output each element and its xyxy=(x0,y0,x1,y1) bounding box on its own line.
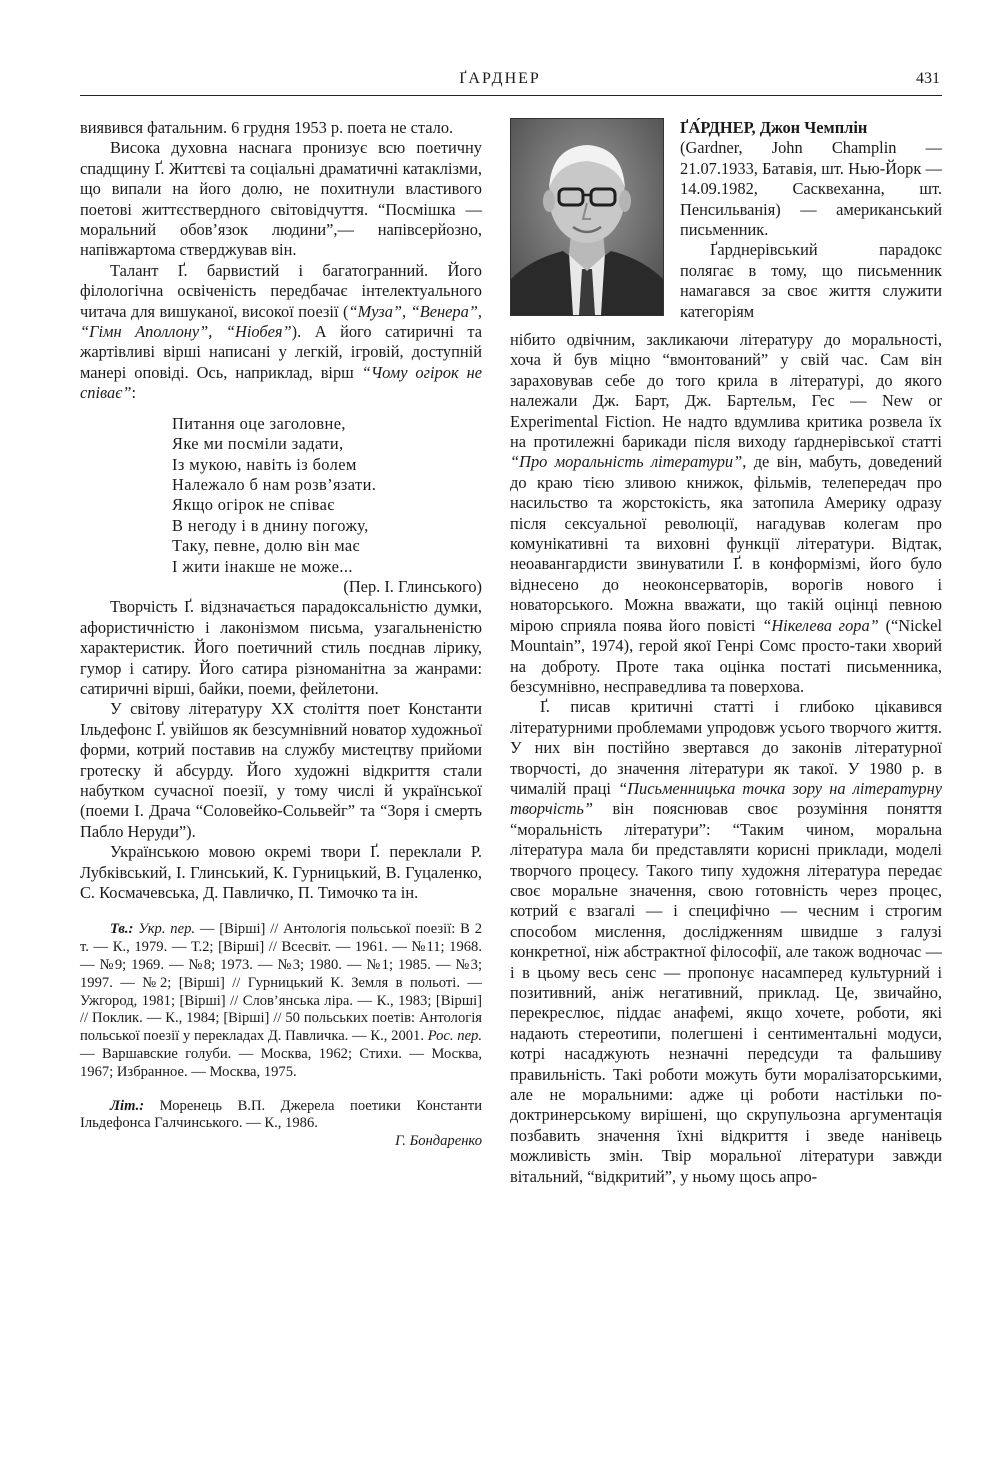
entry-dates: (Gardner, John Champlin — 21.07.1933, Батавія, шт. Нью-Йорк — 14.09.1982, Сасквеханна, шт. Пенсильванія) — американський письменник. xyxy=(680,138,942,240)
left-paragraph-2: Висока духовна наснага пронизує всю поетичну спадщину Ґ. Життєві та соціальні драматичні катаклізми, що випали на його долю, не похитнули властивого поетові життєствердного світовідчуття. “Посмішка — моральний обов’язок людини”,— напівсерйозно, напівжартома стверджував він. xyxy=(80,138,482,260)
entry-paragraph-2 xyxy=(510,697,942,1187)
entry-paragraph-1-start: Ґарднерівський парадокс полягає в тому, що письменник намагався за своє життя служити категоріям xyxy=(680,240,942,321)
works-text-2: — Варшавские голуби. — Москва, 1962; Стихи. — Москва, 1967; Избранное. — Москва, 1975. xyxy=(80,1046,482,1080)
p3-end: : xyxy=(131,383,137,403)
left-paragraph-3 xyxy=(80,261,482,404)
right-column xyxy=(510,330,942,1187)
poem-line: І жити інакше не може... xyxy=(172,556,353,576)
portrait-image xyxy=(511,119,663,315)
poem-line: Якщо огірок не співає xyxy=(172,495,335,515)
p1-end: (“Nickel Mountain”, 1974), герой якої Генрі Сомс просто-таки хворий на доброту. Проте така оцінка постаті письменника, безсумнівно, несправедлива та поверхова. xyxy=(510,615,942,696)
p1-cont: нібито одвічним, закликаючи літературу до моральності, хоча й був міцно “вмонтований” у свій час. Сам він зараховував себе до того крила в літературі, до якого належали Дж. Барт, Дж. Бартельм, Гес — New or Experimental Fiction. Не надто вдумлива критика розвела їх на протилежні барикади після виходу ґарднерівської статті xyxy=(510,330,942,452)
bibliography xyxy=(80,921,482,1151)
p3-works-italic: “Муза”, “Венера”, “Гімн Аполлону”, “Ніобея” xyxy=(80,301,482,342)
left-paragraph-5: У світову літературу ХХ століття поет Константи Ільдефонс Ґ. увійшов як безсумнівний новатор художньої форми, котрий поставив на службу мистецтву прийоми гротеску й абсурду. Його художні відкриття стали набутком сучасної поезії, у тому числі й української (поеми І. Драча “Соловейко-Сольвейг” та “Зоря і смерть Пабло Неруди”). xyxy=(80,699,482,841)
literature-list xyxy=(80,1098,482,1134)
works-text-1: — [Вірші] // Антологія польської поезії: В 2 т. — К., 1979. — Т.2; [Вірші] // Всесвіт. — 1961. — №11; 1968. — №9; 1969. — №8; 1973. — №3; 1980. — №1; 1985. — №3; 1997. — №2; [Вірші] // Гурницький К. Земля в польоті. — Ужгород, 1981; [Вірші] // Слов’янська ліра. — К., 1983; [Вірші] // Поклик. — К., 1984; [Вірші] // 50 польських поетів: Антологія польської поезії у перекладах Д. Павличка. — К., 2001. xyxy=(80,921,482,1045)
p3-mid: ). А його сатиричні та жартівливі вірші написані у легкій, ігровій, доступній манері оповіді. Ось, наприклад, вірш xyxy=(80,322,482,382)
author-portrait-photo xyxy=(510,118,664,316)
poem-line: Питання оце заголовне, xyxy=(172,413,346,433)
poem-line: Із мукою, навіть із болем xyxy=(172,454,357,474)
header-divider xyxy=(80,95,942,96)
poem-line: Таку, певне, долю він має xyxy=(172,536,360,556)
poem-line: В негоду і в днину погожу, xyxy=(172,515,369,535)
p2-start: Ґ. писав критичні статті і глибоко цікавився літературними проблемами упродовж усього творчого життя. У них він постійно звертався до законів літературної творчості, до значення літератури як такої. У 1980 р. в чималій праці xyxy=(510,697,942,798)
p2-end: він пояснював своє розуміння поняття “моральність літератури”: “Таким чином, моральна література мала би представляти корисні приклади, моделі творчого процесу. Такого типу художня література передає своє моральне значення, свою готовність через процес, котрий є взагалі — і специфічно — чесним і строгим способом мислення, дослідженням швидше з галузі конкретної, ніж абстрактної філософії, але також водночас — і в цьому весь сенс — пропонує насамперед культурний і позитивний, аніж негативний, приклад. Це, звичайно, перекреслює, піддає анафемі, якщо хочете, роботи, які надають стереотипи, полегшені і сентиментальні модуси, котрі насаджують незначні передсуди та фальшиву правильність. Такі роботи можуть бути моралізаторськими, але не моральними: адже ці роботи настільки по-доктринерському вирішені, що скрупульозна аргументація позбавить значення їхні відкриття і зведе нанівець можливість змін. Твір моральної літератури завжди вітальний, “відкритий”, у ньому щось апро- xyxy=(510,799,942,1186)
poem-line: Яке ми посміли задати, xyxy=(172,434,344,454)
entry-header-block xyxy=(680,118,942,322)
article-author: Г. Бондаренко xyxy=(395,1133,482,1150)
entry-paragraph-1 xyxy=(510,330,942,697)
p3-poem-title-italic: “Чому огірок не співає” xyxy=(80,362,482,403)
p3-start: Талант Ґ. барвистий і багатогранний. Його філологічна освіченість передбачає інтелектуального читача для вишуканої, високої поезії ( xyxy=(80,260,482,321)
poem-translator-credit: (Пер. І. Глинського) xyxy=(343,576,482,596)
left-paragraph-4: Творчість Ґ. відзначається парадоксальністю думки, афористичністю і лаконізмом письма, узагальненістю характеристик. Його поетичний стиль поєднав лірику, гумор і сатиру. Його сатира різноманітна за жанрами: сатиричні вірші, байки, поеми, фейлетони. xyxy=(80,597,482,698)
lit-label: Літ.: xyxy=(110,1097,145,1114)
p1-novel-italic: “Нікелева гора” xyxy=(762,615,879,635)
left-paragraph-1: виявився фатальним. 6 грудня 1953 р. поета не стало. xyxy=(80,118,454,137)
left-column xyxy=(80,118,482,1151)
poem-block xyxy=(172,414,482,577)
p1-cont2: , де він, мабуть, доведений до краю тією зливою книжок, фільмів, телепередач про насильство та жорстокість, яка затопила Америку одразу після сексуальної революції, нагадував колегам про комунікативні та виховні функції літератури. Відтак, неоавангардисти звинуватили Ґ. в конформізмі, його було віднесено до неоконсерваторів, ворогів нового і новаторського. Можна вважати, що такій оцінці певною мірою сприяла поява його повісті xyxy=(510,452,942,635)
works-label: Тв.: xyxy=(110,921,134,938)
works-list xyxy=(80,921,482,1081)
entry-heading: ҐА́РДНЕР, Джон Чемплін xyxy=(680,118,868,137)
running-title: ҐАРДНЕР xyxy=(459,70,541,87)
page-number: 431 xyxy=(916,70,940,87)
works-ukr-label: Укр. пер. xyxy=(138,921,196,938)
p1-article-italic: “Про моральність літератури” xyxy=(510,452,743,472)
poem-line: Належало б нам розв’язати. xyxy=(172,474,377,494)
lit-text: Моренець В.П. Джерела поетики Константи Ільдефонса Галчинського. — К., 1986. xyxy=(80,1097,482,1132)
p2-work-italic: “Письменницька точка зору на літературну творчість” xyxy=(510,778,942,819)
works-rus-label: Рос. пер. xyxy=(427,1028,482,1045)
left-paragraph-6: Українською мовою окремі твори Ґ. переклали Р. Лубківський, І. Глинський, К. Гурницький, В. Гуцаленко, С. Космачевська, Д. Павличко, П. Тимочко та ін. xyxy=(80,842,482,903)
